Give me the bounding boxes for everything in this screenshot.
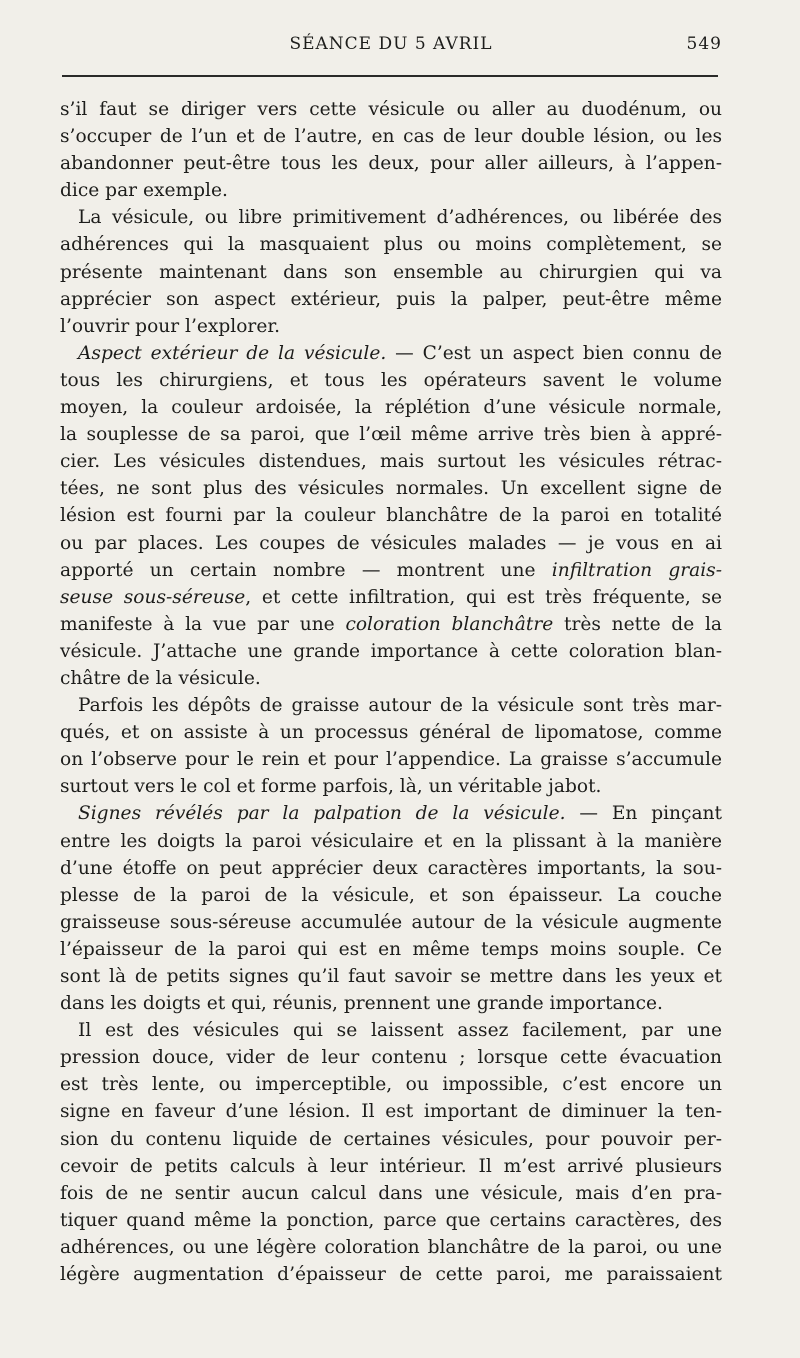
text-run: s’il faut se diriger vers cette vésicule ou aller au duodénum, ou bbox=[60, 99, 722, 120]
text-line bbox=[60, 828, 722, 855]
italic-text: coloration blanchâtre bbox=[345, 613, 554, 635]
text-run: tous les chirurgiens, et tous les opérateurs savent le volume bbox=[60, 369, 722, 391]
text-line bbox=[60, 1126, 722, 1153]
text-run: cevoir de petits calculs à leur intérieur. Il m’est arrivé plusieurs bbox=[60, 1155, 722, 1177]
text-line bbox=[60, 123, 722, 150]
text-run: surtout vers le col et forme parfois, là, un véritable jabot. bbox=[60, 776, 602, 798]
text-run: dans les doigts et qui, réunis, prennent une grande importance. bbox=[60, 993, 663, 1015]
text-run: graisseuse sous-séreuse accumulée autour de la vésicule augmente bbox=[60, 911, 722, 933]
italic-text: infiltration grais- bbox=[551, 559, 722, 581]
text-line bbox=[60, 800, 722, 827]
text-run: adhérences, ou une légère coloration blanchâtre de la paroi, ou une bbox=[60, 1236, 722, 1258]
text-line bbox=[60, 746, 722, 773]
text-run: abandonner peut-être tous les deux, pour aller ailleurs, à l’appen- bbox=[60, 153, 722, 175]
italic-text: Aspect extérieur de la vésicule. bbox=[78, 342, 387, 364]
text-line bbox=[60, 475, 722, 502]
text-run: d’une étoffe on peut apprécier deux caractères importants, la sou- bbox=[60, 857, 722, 879]
text-line bbox=[60, 665, 722, 692]
text-run: Parfois les dépôts de graisse autour de la vésicule sont très mar- bbox=[78, 695, 722, 717]
text-line bbox=[60, 990, 722, 1017]
text-line bbox=[60, 557, 722, 584]
text-line bbox=[60, 1098, 722, 1125]
text-line bbox=[60, 855, 722, 882]
text-run: qués, et on assiste à un processus général de lipomatose, comme bbox=[60, 722, 722, 744]
text-run: châtre de la vésicule. bbox=[60, 667, 261, 689]
running-header bbox=[60, 34, 722, 60]
text-run: très nette de la bbox=[553, 613, 722, 635]
body-text bbox=[60, 96, 722, 1288]
text-line bbox=[60, 638, 722, 665]
text-run: ou par places. Les coupes de vésicules malades — je vous en ai bbox=[60, 532, 722, 554]
text-run: sion du contenu liquide de certaines vésicules, pour pouvoir per- bbox=[60, 1128, 722, 1150]
text-run: légère augmentation d’épaisseur de cette paroi, me paraissaient bbox=[60, 1264, 722, 1286]
header-rule bbox=[62, 75, 718, 77]
text-line bbox=[60, 1017, 722, 1044]
text-line bbox=[60, 963, 722, 990]
text-line bbox=[60, 611, 722, 638]
text-run: Il est des vésicules qui se laissent assez facilement, par une bbox=[78, 1020, 722, 1042]
text-run: signe en faveur d’une lésion. Il est important de diminuer la ten- bbox=[60, 1101, 722, 1123]
text-line bbox=[60, 286, 722, 313]
page-number: 549 bbox=[686, 34, 722, 54]
text-run: vésicule. J’attache une grande importance à cette coloration blan- bbox=[60, 640, 722, 662]
text-line bbox=[60, 882, 722, 909]
text-line bbox=[60, 313, 722, 340]
text-run: apprécier son aspect extérieur, puis la palper, peut-être même bbox=[60, 288, 722, 310]
text-line bbox=[60, 340, 722, 367]
text-line bbox=[60, 1180, 722, 1207]
text-run: tées, ne sont plus des vésicules normales. Un excellent signe de bbox=[60, 478, 722, 500]
text-run: s’occuper de l’un et de l’autre, en cas de leur double lésion, ou les bbox=[60, 126, 722, 148]
text-line bbox=[60, 1234, 722, 1261]
text-line bbox=[60, 421, 722, 448]
text-line bbox=[60, 1044, 722, 1071]
text-run: , et cette infiltration, qui est très fréquente, se bbox=[245, 586, 722, 608]
text-line bbox=[60, 719, 722, 746]
text-line bbox=[60, 502, 722, 529]
text-line bbox=[60, 692, 722, 719]
text-line bbox=[60, 367, 722, 394]
text-run: manifeste à la vue par une bbox=[60, 613, 346, 635]
text-run: fois de ne sentir aucun calcul dans une vésicule, mais d’en pra- bbox=[60, 1182, 722, 1204]
text-run: l’épaisseur de la paroi qui est en même temps moins souple. Ce bbox=[60, 938, 722, 960]
text-line bbox=[60, 448, 722, 475]
text-run: apporté un certain nombre — montrent une bbox=[60, 559, 552, 581]
text-line bbox=[60, 936, 722, 963]
text-run: pression douce, vider de leur contenu ; lorsque cette évacuation bbox=[60, 1047, 722, 1069]
text-run: sont là de petits signes qu’il faut savoir se mettre dans les yeux et bbox=[60, 966, 722, 987]
text-line bbox=[60, 394, 722, 421]
running-title: SÉANCE DU 5 AVRIL bbox=[289, 34, 493, 54]
text-line bbox=[60, 1071, 722, 1098]
text-run: tiquer quand même la ponction, parce que certains caractères, des bbox=[60, 1209, 722, 1231]
text-line bbox=[60, 1261, 722, 1288]
text-run: adhérences qui la masquaient plus ou moins complètement, se bbox=[60, 234, 722, 256]
text-run: entre les doigts la paroi vésiculaire et en la plissant à la manière bbox=[60, 830, 722, 852]
text-line bbox=[60, 231, 722, 258]
text-line bbox=[60, 584, 722, 611]
text-run: présente maintenant dans son ensemble au chirurgien qui va bbox=[60, 261, 722, 283]
text-run: la souplesse de sa paroi, que l’œil même arrive très bien à appré- bbox=[60, 424, 722, 446]
text-run: on l’observe pour le rein et pour l’appendice. La graisse s’accumule bbox=[60, 749, 722, 771]
text-line bbox=[60, 96, 722, 123]
text-run: — C’est un aspect bien connu de bbox=[386, 342, 722, 364]
text-run: — En pinçant bbox=[565, 803, 722, 825]
text-line bbox=[60, 150, 722, 177]
text-line bbox=[60, 1207, 722, 1234]
text-run: lésion est fourni par la couleur blanchâtre de la paroi en totalité bbox=[60, 505, 722, 527]
text-run: dice par exemple. bbox=[60, 180, 228, 202]
text-line bbox=[60, 1153, 722, 1180]
text-run: cier. Les vésicules distendues, mais surtout les vésicules rétrac- bbox=[60, 451, 722, 473]
text-run: est très lente, ou imperceptible, ou impossible, c’est encore un bbox=[60, 1074, 722, 1096]
text-line bbox=[60, 204, 722, 231]
text-line bbox=[60, 773, 722, 800]
text-line bbox=[60, 530, 722, 557]
text-run: plesse de la paroi de la vésicule, et son épaisseur. La couche bbox=[60, 884, 722, 906]
text-line bbox=[60, 909, 722, 936]
text-run: La vésicule, ou libre primitivement d’adhérences, ou libérée des bbox=[78, 207, 722, 229]
italic-text: Signes révélés par la palpation de la vésicule. bbox=[78, 803, 566, 825]
text-run: l’ouvrir pour l’explorer. bbox=[60, 315, 281, 337]
text-line bbox=[60, 259, 722, 286]
text-line bbox=[60, 177, 722, 204]
text-run: moyen, la couleur ardoisée, la réplétion d’une vésicule normale, bbox=[60, 397, 722, 419]
italic-text: seuse sous-séreuse bbox=[60, 586, 246, 608]
